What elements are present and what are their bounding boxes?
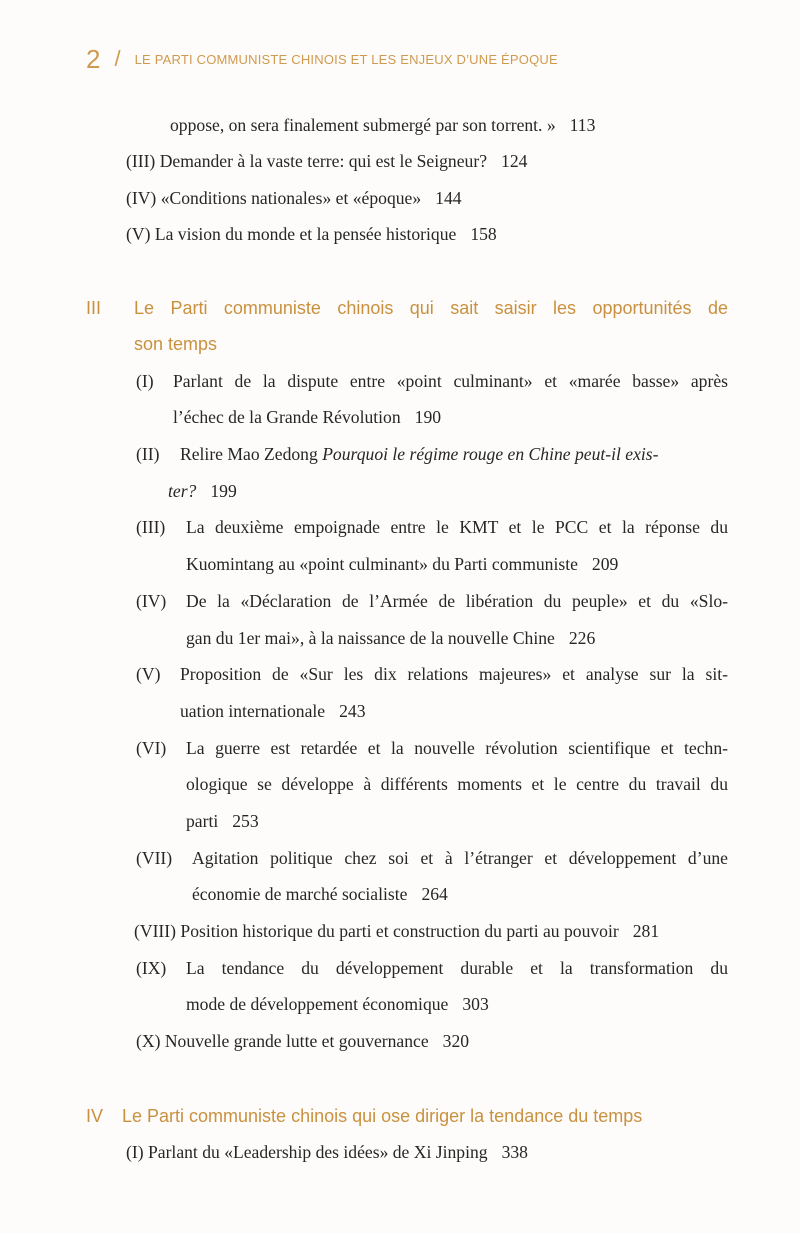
toc-page-number: 113 bbox=[569, 115, 596, 135]
toc-page-number: 264 bbox=[421, 884, 448, 904]
toc-entry-title: Agitation politique chez soi et à l’étranger et développement d’une bbox=[192, 848, 728, 868]
toc-entry-number: (V) bbox=[136, 664, 161, 684]
toc-entry-number: (I) bbox=[126, 1142, 144, 1162]
section-title-continued: son temps bbox=[134, 334, 218, 354]
page-number: 2 bbox=[86, 44, 101, 74]
section-title: Le Parti communiste chinois qui ose diriger la tendance du temps bbox=[122, 1106, 643, 1126]
toc-page-number: 281 bbox=[632, 921, 660, 941]
toc-entry-number: (I) bbox=[136, 371, 154, 391]
toc-entry bbox=[136, 1030, 469, 1052]
toc-entry-title-continued: Kuomintang au «point culminant» du Parti communiste 209 bbox=[186, 554, 619, 574]
toc-page-number: 253 bbox=[232, 811, 259, 831]
toc-entry bbox=[126, 187, 462, 209]
toc-entry-number: (IX) bbox=[136, 958, 167, 978]
toc-entry-continuation: oppose, on sera finalement submergé par son torrent. » 113 bbox=[170, 115, 596, 135]
toc-entry-number: (II) bbox=[136, 444, 160, 464]
toc-entry bbox=[134, 920, 659, 942]
toc-entry-title-continued: gan du 1er mai», à la naissance de la nouvelle Chine 226 bbox=[186, 628, 596, 648]
toc-page-number: 338 bbox=[501, 1142, 528, 1162]
toc-entry-title: Parlant de la dispute entre «point culminant» et «marée basse» après bbox=[173, 371, 728, 391]
toc-entry-number: (III) bbox=[136, 517, 166, 537]
toc-page-number: 124 bbox=[501, 151, 528, 171]
running-header bbox=[86, 44, 558, 74]
toc-entry-title-continued: mode de développement économique 303 bbox=[186, 994, 489, 1014]
toc-page-number: 209 bbox=[591, 554, 619, 574]
toc-entry-title: Proposition de «Sur les dix relations majeures» et analyse sur la sit- bbox=[180, 664, 728, 684]
toc-entry-title: Nouvelle grande lutte et gouvernance bbox=[164, 1031, 429, 1051]
book-title: Pourquoi le régime rouge en Chine peut-il exis- bbox=[322, 444, 659, 464]
toc-entry-title-continued: ologique se développe à différents moments et le centre du travail du bbox=[186, 774, 728, 794]
toc-entry-title-continued: parti 253 bbox=[186, 811, 259, 831]
header-separator: / bbox=[114, 46, 121, 71]
toc-page-number: 158 bbox=[470, 224, 497, 244]
toc-entry-number: (IV) bbox=[126, 188, 157, 208]
toc-page-number: 190 bbox=[414, 407, 442, 427]
toc-page-number: 303 bbox=[462, 994, 489, 1014]
toc-entry bbox=[126, 150, 527, 172]
toc-entry-title-continued: l’échec de la Grande Révolution 190 bbox=[173, 407, 442, 427]
toc-entry-number: (III) bbox=[126, 151, 156, 171]
toc-entry-title: La vision du monde et la pensée historique bbox=[154, 224, 457, 244]
toc-entry-number: (VII) bbox=[136, 848, 173, 868]
toc-entry-title: De la «Déclaration de l’Armée de libération du peuple» et du «Slo- bbox=[186, 591, 728, 611]
toc-entry-number: (IV) bbox=[136, 591, 167, 611]
toc-entry-title: La guerre est retardée et la nouvelle révolution scientifique et techn- bbox=[186, 738, 728, 758]
toc-entry-number: (X) bbox=[136, 1031, 161, 1051]
section-number: III bbox=[86, 298, 102, 318]
toc-entry-title: Position historique du parti et construction du parti au pouvoir bbox=[180, 921, 619, 941]
section-number: IV bbox=[86, 1106, 104, 1126]
toc-page-number: 199 bbox=[210, 481, 237, 501]
toc-page-number: 144 bbox=[435, 188, 462, 208]
toc-entry-title: Demander à la vaste terre: qui est le Seigneur? bbox=[159, 151, 488, 171]
toc-entry-title-continued: économie de marché socialiste 264 bbox=[192, 884, 448, 904]
toc-entry bbox=[126, 223, 497, 245]
toc-entry-title: «Conditions nationales» et «époque» bbox=[160, 188, 422, 208]
toc-entry-number: (VI) bbox=[136, 738, 167, 758]
toc-page-number: 320 bbox=[442, 1031, 470, 1051]
toc-entry-title: La deuxième empoignade entre le KMT et le PCC et la réponse du bbox=[186, 517, 728, 537]
toc-page-number: 226 bbox=[568, 628, 596, 648]
toc-entry-title-continued: uation internationale 243 bbox=[180, 701, 366, 721]
toc-entry-title: Parlant du «Leadership des idées» de Xi Jinping bbox=[147, 1142, 488, 1162]
toc-entry-title: La tendance du développement durable et la transformation du bbox=[186, 958, 728, 978]
toc-entry-number: (VIII) bbox=[134, 921, 176, 941]
toc-entry-title: Relire Mao Zedong Pourquoi le régime rouge en Chine peut-il exis- bbox=[180, 444, 659, 464]
section-title: Le Parti communiste chinois qui sait saisir les opportunités de bbox=[134, 298, 728, 318]
toc-entry-number: (V) bbox=[126, 224, 151, 244]
toc-entry bbox=[126, 1141, 528, 1163]
toc-entry-title-continued: ter? 199 bbox=[168, 481, 237, 501]
running-title: LE PARTI COMMUNISTE CHINOIS ET LES ENJEUX D’UNE ÉPOQUE bbox=[134, 51, 558, 67]
toc-page-number: 243 bbox=[339, 701, 366, 721]
